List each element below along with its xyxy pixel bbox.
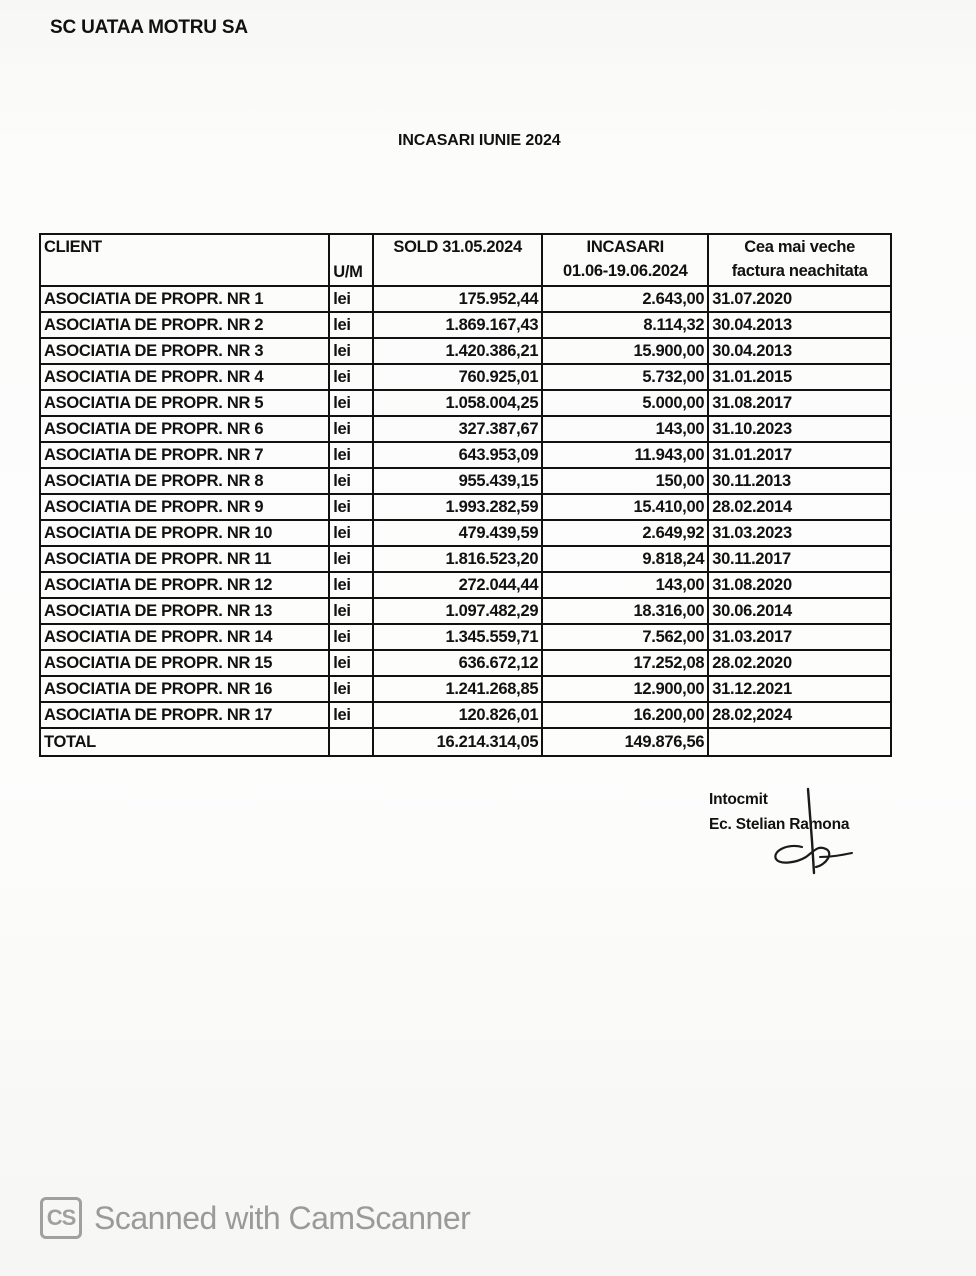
table-body: [40, 286, 891, 728]
cell-client: ASOCIATIA DE PROPR. NR 4: [40, 364, 329, 390]
cell-um: lei: [329, 338, 373, 364]
cell-oldest-invoice: 30.11.2013: [708, 468, 891, 494]
cell-sold: 643.953,09: [373, 442, 542, 468]
cell-um: lei: [329, 364, 373, 390]
table-row: [40, 312, 891, 338]
header-oldest-invoice-line1: Cea mai veche: [744, 238, 855, 256]
cell-incasari: 150,00: [542, 468, 708, 494]
table-row: [40, 624, 891, 650]
cell-sold: 636.672,12: [373, 650, 542, 676]
cell-sold: 1.869.167,43: [373, 312, 542, 338]
cell-oldest-invoice: 30.06.2014: [708, 598, 891, 624]
cell-client: ASOCIATIA DE PROPR. NR 12: [40, 572, 329, 598]
cell-incasari: 8.114,32: [542, 312, 708, 338]
header-incasari: [542, 234, 708, 286]
cell-sold: 1.241.268,85: [373, 676, 542, 702]
prepared-by-label: Intocmit: [709, 791, 768, 808]
header-incasari-line2: 01.06-19.06.2024: [562, 262, 688, 280]
table-row: [40, 494, 891, 520]
total-incasari: 149.876,56: [542, 728, 708, 756]
table-row: [40, 338, 891, 364]
cell-incasari: 16.200,00: [542, 702, 708, 728]
cell-oldest-invoice: 30.04.2013: [708, 338, 891, 364]
cell-incasari: 143,00: [542, 416, 708, 442]
cell-oldest-invoice: 30.11.2017: [708, 546, 891, 572]
header-incasari-line1: INCASARI: [586, 238, 664, 256]
total-row: [40, 728, 891, 756]
cell-um: lei: [329, 650, 373, 676]
company-name: SC UATAA MOTRU SA: [50, 17, 248, 38]
cell-incasari: 17.252,08: [542, 650, 708, 676]
cell-client: ASOCIATIA DE PROPR. NR 17: [40, 702, 329, 728]
cell-sold: 1.345.559,71: [373, 624, 542, 650]
cell-sold: 327.387,67: [373, 416, 542, 442]
cell-um: lei: [329, 442, 373, 468]
cell-client: ASOCIATIA DE PROPR. NR 2: [40, 312, 329, 338]
header-sold: SOLD 31.05.2024: [373, 234, 542, 286]
table-row: [40, 442, 891, 468]
cell-um: lei: [329, 676, 373, 702]
table-row: [40, 416, 891, 442]
cell-sold: 479.439,59: [373, 520, 542, 546]
cell-um: lei: [329, 468, 373, 494]
table-row: [40, 390, 891, 416]
cell-sold: 272.044,44: [373, 572, 542, 598]
header-client: CLIENT: [40, 234, 329, 286]
total-sold: 16.214.314,05: [373, 728, 542, 756]
cell-oldest-invoice: 31.07.2020: [708, 286, 891, 312]
cell-um: lei: [329, 624, 373, 650]
cell-sold: 1.816.523,20: [373, 546, 542, 572]
cell-oldest-invoice: 31.12.2021: [708, 676, 891, 702]
cell-um: lei: [329, 520, 373, 546]
table-row: [40, 468, 891, 494]
table-row: [40, 676, 891, 702]
header-oldest-invoice: [708, 234, 891, 286]
cell-oldest-invoice: 28.02,2024: [708, 702, 891, 728]
cell-oldest-invoice: 31.10.2023: [708, 416, 891, 442]
cell-incasari: 7.562,00: [542, 624, 708, 650]
table-row: [40, 364, 891, 390]
cell-sold: 955.439,15: [373, 468, 542, 494]
camscanner-watermark: [40, 1197, 470, 1239]
header-oldest-invoice-line2: factura neachitata: [731, 262, 868, 280]
preparer-name: Ec. Stelian Ramona: [709, 816, 850, 833]
camscanner-logo-icon: CS: [40, 1197, 82, 1239]
cell-sold: 1.058.004,25: [373, 390, 542, 416]
cell-client: ASOCIATIA DE PROPR. NR 10: [40, 520, 329, 546]
cell-client: ASOCIATIA DE PROPR. NR 13: [40, 598, 329, 624]
cell-sold: 1.097.482,29: [373, 598, 542, 624]
cell-incasari: 15.900,00: [542, 338, 708, 364]
cell-oldest-invoice: 31.08.2017: [708, 390, 891, 416]
cell-oldest-invoice: 30.04.2013: [708, 312, 891, 338]
cell-incasari: 5.000,00: [542, 390, 708, 416]
table-row: [40, 572, 891, 598]
cell-incasari: 15.410,00: [542, 494, 708, 520]
cell-um: lei: [329, 598, 373, 624]
cell-um: lei: [329, 572, 373, 598]
cell-client: ASOCIATIA DE PROPR. NR 15: [40, 650, 329, 676]
header-um: U/M: [329, 234, 373, 286]
cell-incasari: 143,00: [542, 572, 708, 598]
table-row: [40, 702, 891, 728]
cell-um: lei: [329, 312, 373, 338]
cell-client: ASOCIATIA DE PROPR. NR 8: [40, 468, 329, 494]
cell-um: lei: [329, 494, 373, 520]
cell-oldest-invoice: 28.02.2020: [708, 650, 891, 676]
cell-client: ASOCIATIA DE PROPR. NR 5: [40, 390, 329, 416]
cell-um: lei: [329, 416, 373, 442]
cell-client: ASOCIATIA DE PROPR. NR 1: [40, 286, 329, 312]
cell-sold: 1.993.282,59: [373, 494, 542, 520]
cell-client: ASOCIATIA DE PROPR. NR 7: [40, 442, 329, 468]
cell-sold: 760.925,01: [373, 364, 542, 390]
cell-oldest-invoice: 31.03.2023: [708, 520, 891, 546]
cell-oldest-invoice: 31.01.2017: [708, 442, 891, 468]
total-label: TOTAL: [40, 728, 329, 756]
cell-um: lei: [329, 390, 373, 416]
table-row: [40, 546, 891, 572]
cell-client: ASOCIATIA DE PROPR. NR 16: [40, 676, 329, 702]
cell-client: ASOCIATIA DE PROPR. NR 9: [40, 494, 329, 520]
cell-client: ASOCIATIA DE PROPR. NR 14: [40, 624, 329, 650]
total-factura: [708, 728, 891, 756]
cell-oldest-invoice: 31.03.2017: [708, 624, 891, 650]
cell-incasari: 2.643,00: [542, 286, 708, 312]
cell-um: lei: [329, 286, 373, 312]
table-header-row: [40, 234, 891, 286]
cell-incasari: 18.316,00: [542, 598, 708, 624]
cell-sold: 1.420.386,21: [373, 338, 542, 364]
cell-oldest-invoice: 31.01.2015: [708, 364, 891, 390]
table-row: [40, 286, 891, 312]
watermark-text: Scanned with CamScanner: [94, 1199, 471, 1236]
cell-client: ASOCIATIA DE PROPR. NR 11: [40, 546, 329, 572]
handwritten-signature-icon: [760, 785, 870, 880]
cell-incasari: 2.649,92: [542, 520, 708, 546]
table-row: [40, 650, 891, 676]
cell-sold: 175.952,44: [373, 286, 542, 312]
cell-incasari: 5.732,00: [542, 364, 708, 390]
cell-um: lei: [329, 702, 373, 728]
cell-client: ASOCIATIA DE PROPR. NR 3: [40, 338, 329, 364]
cell-sold: 120.826,01: [373, 702, 542, 728]
table-row: [40, 598, 891, 624]
cell-oldest-invoice: 28.02.2014: [708, 494, 891, 520]
cell-um: lei: [329, 546, 373, 572]
total-um: [329, 728, 373, 756]
cell-incasari: 9.818,24: [542, 546, 708, 572]
document-title: INCASARI IUNIE 2024: [398, 132, 561, 149]
collections-table: [39, 233, 892, 757]
table-row: [40, 520, 891, 546]
cell-client: ASOCIATIA DE PROPR. NR 6: [40, 416, 329, 442]
cell-incasari: 12.900,00: [542, 676, 708, 702]
cell-incasari: 11.943,00: [542, 442, 708, 468]
cell-oldest-invoice: 31.08.2020: [708, 572, 891, 598]
